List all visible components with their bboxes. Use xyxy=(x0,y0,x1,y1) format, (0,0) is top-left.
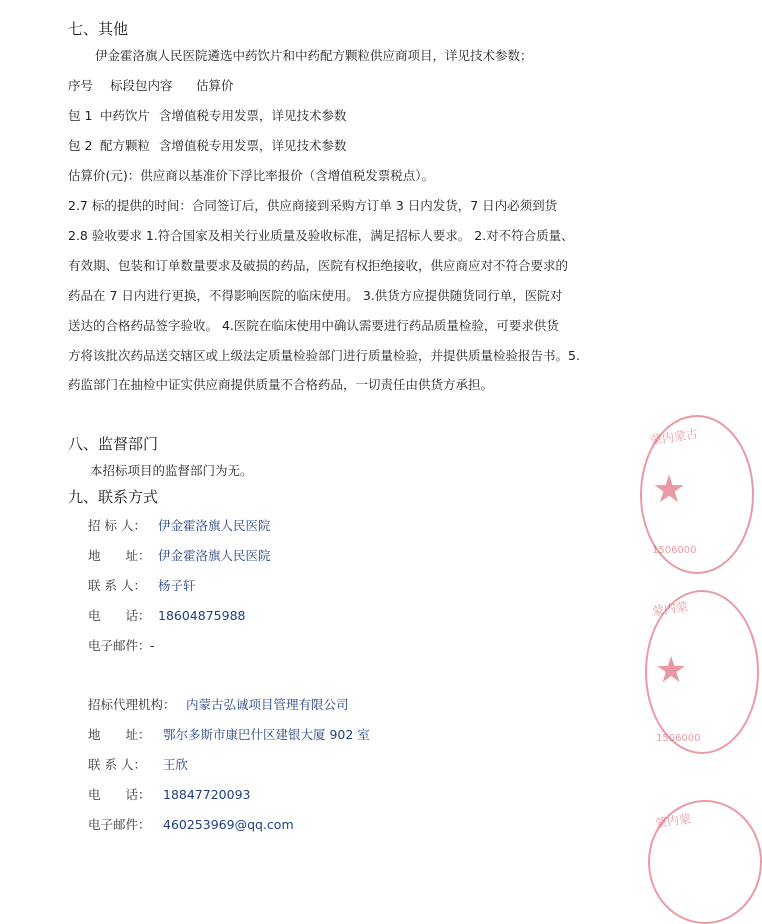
seal-text-1: 蒙内蒙古 xyxy=(649,426,699,448)
package-2-price: 含增值税专用发票，详见技术参数 xyxy=(159,138,347,153)
table-header-content: 标段包内容 xyxy=(110,78,173,93)
seal-star-1-icon: ★ xyxy=(652,467,687,511)
agency-address-value: 鄂尔多斯市康巴什区建银大厦 902 室 xyxy=(163,727,370,742)
agency-phone-label: 电 话： xyxy=(88,787,151,802)
section-7-title: 七、其他 xyxy=(68,20,129,38)
agency-contact-value: 王欣 xyxy=(163,757,189,772)
acceptance-line-3: 药品在 7 日内进行更换，不得影响医院的临床使用。 3.供货方应提供随货同行单，医院对 xyxy=(68,288,563,303)
tenderer-value: 伊金霍洛旗人民医院 xyxy=(158,518,271,533)
tenderer-contact-label: 联 系 人： xyxy=(88,578,146,593)
tenderer-address-value: 伊金霍洛旗人民医院 xyxy=(158,548,271,563)
package-1-no: 包 1 xyxy=(68,108,93,123)
tenderer-phone-label: 电 话： xyxy=(88,608,151,623)
package-2-no: 包 2 xyxy=(68,138,93,153)
tenderer-email-value: - xyxy=(150,638,155,653)
tenderer-address-label: 地 址： xyxy=(88,548,151,563)
tenderer-phone-value: 18604875988 xyxy=(158,608,246,623)
seal-text-4: 1506000 xyxy=(656,733,701,744)
section-8-text: 本招标项目的监督部门为无。 xyxy=(90,463,253,478)
package-2-content: 配方颗粒 xyxy=(100,138,151,153)
acceptance-line-1: 2.8 验收要求 1.符合国家及相关行业质量及验收标准，满足招标人要求。 2.对不符合质量、 xyxy=(68,228,574,243)
package-1-content: 中药饮片 xyxy=(100,108,151,123)
seal-text-3: 蒙内蒙 xyxy=(651,599,689,619)
acceptance-line-5: 方将该批次药品送交辖区或上级法定质量检验部门进行质量检验，并提供质量检验报告书。5. xyxy=(68,348,580,363)
table-header-no: 序号 xyxy=(68,78,94,93)
tenderer-label: 招 标 人： xyxy=(88,518,146,533)
acceptance-line-6: 药监部门在抽检中证实供应商提供质量不合格药品，一切责任由供货方承担。 xyxy=(68,377,494,392)
estimate-note: 估算价(元)：供应商以基准价下浮比率报价（含增值税发票税点）。 xyxy=(68,168,435,183)
table-header-price: 估算价 xyxy=(196,78,234,93)
seal-text-5: 蒙内蒙 xyxy=(654,811,692,831)
seal-star-2-icon: ★ xyxy=(655,650,688,691)
agency-label: 招标代理机构： xyxy=(88,697,176,712)
agency-value: 内蒙古弘诚项目管理有限公司 xyxy=(186,697,349,712)
agency-email-label: 电子邮件： xyxy=(88,817,151,832)
acceptance-line-4: 送达的合格药品签字验收。 4.医院在临床使用中确认需要进行药品质量检验，可要求供货 xyxy=(68,318,559,333)
agency-phone-value: 18847720093 xyxy=(163,787,251,802)
section-7-intro: 伊金霍洛旗人民医院遴选中药饮片和中药配方颗粒供应商项目，详见技术参数； xyxy=(95,48,533,63)
section-8-title: 八、监督部门 xyxy=(68,435,159,453)
tenderer-contact-value: 杨子轩 xyxy=(158,578,196,593)
seal-text-2: 1506000 xyxy=(652,545,697,556)
agency-contact-label: 联 系 人： xyxy=(88,757,146,772)
agency-email-value: 460253969@qq.com xyxy=(163,817,294,832)
package-1-price: 含增值税专用发票，详见技术参数 xyxy=(159,108,347,123)
tenderer-email-label: 电子邮件： xyxy=(88,638,151,653)
agency-address-label: 地 址： xyxy=(88,727,151,742)
delivery-time: 2.7 标的提供的时间：合同签订后，供应商接到采购方订单 3 日内发货，7 日内必须到货 xyxy=(68,198,558,213)
section-9-title: 九、联系方式 xyxy=(68,488,159,506)
acceptance-line-2: 有效期、包装和订单数量要求及破损的药品，医院有权拒绝接收，供应商应对不符合要求的 xyxy=(68,258,569,273)
